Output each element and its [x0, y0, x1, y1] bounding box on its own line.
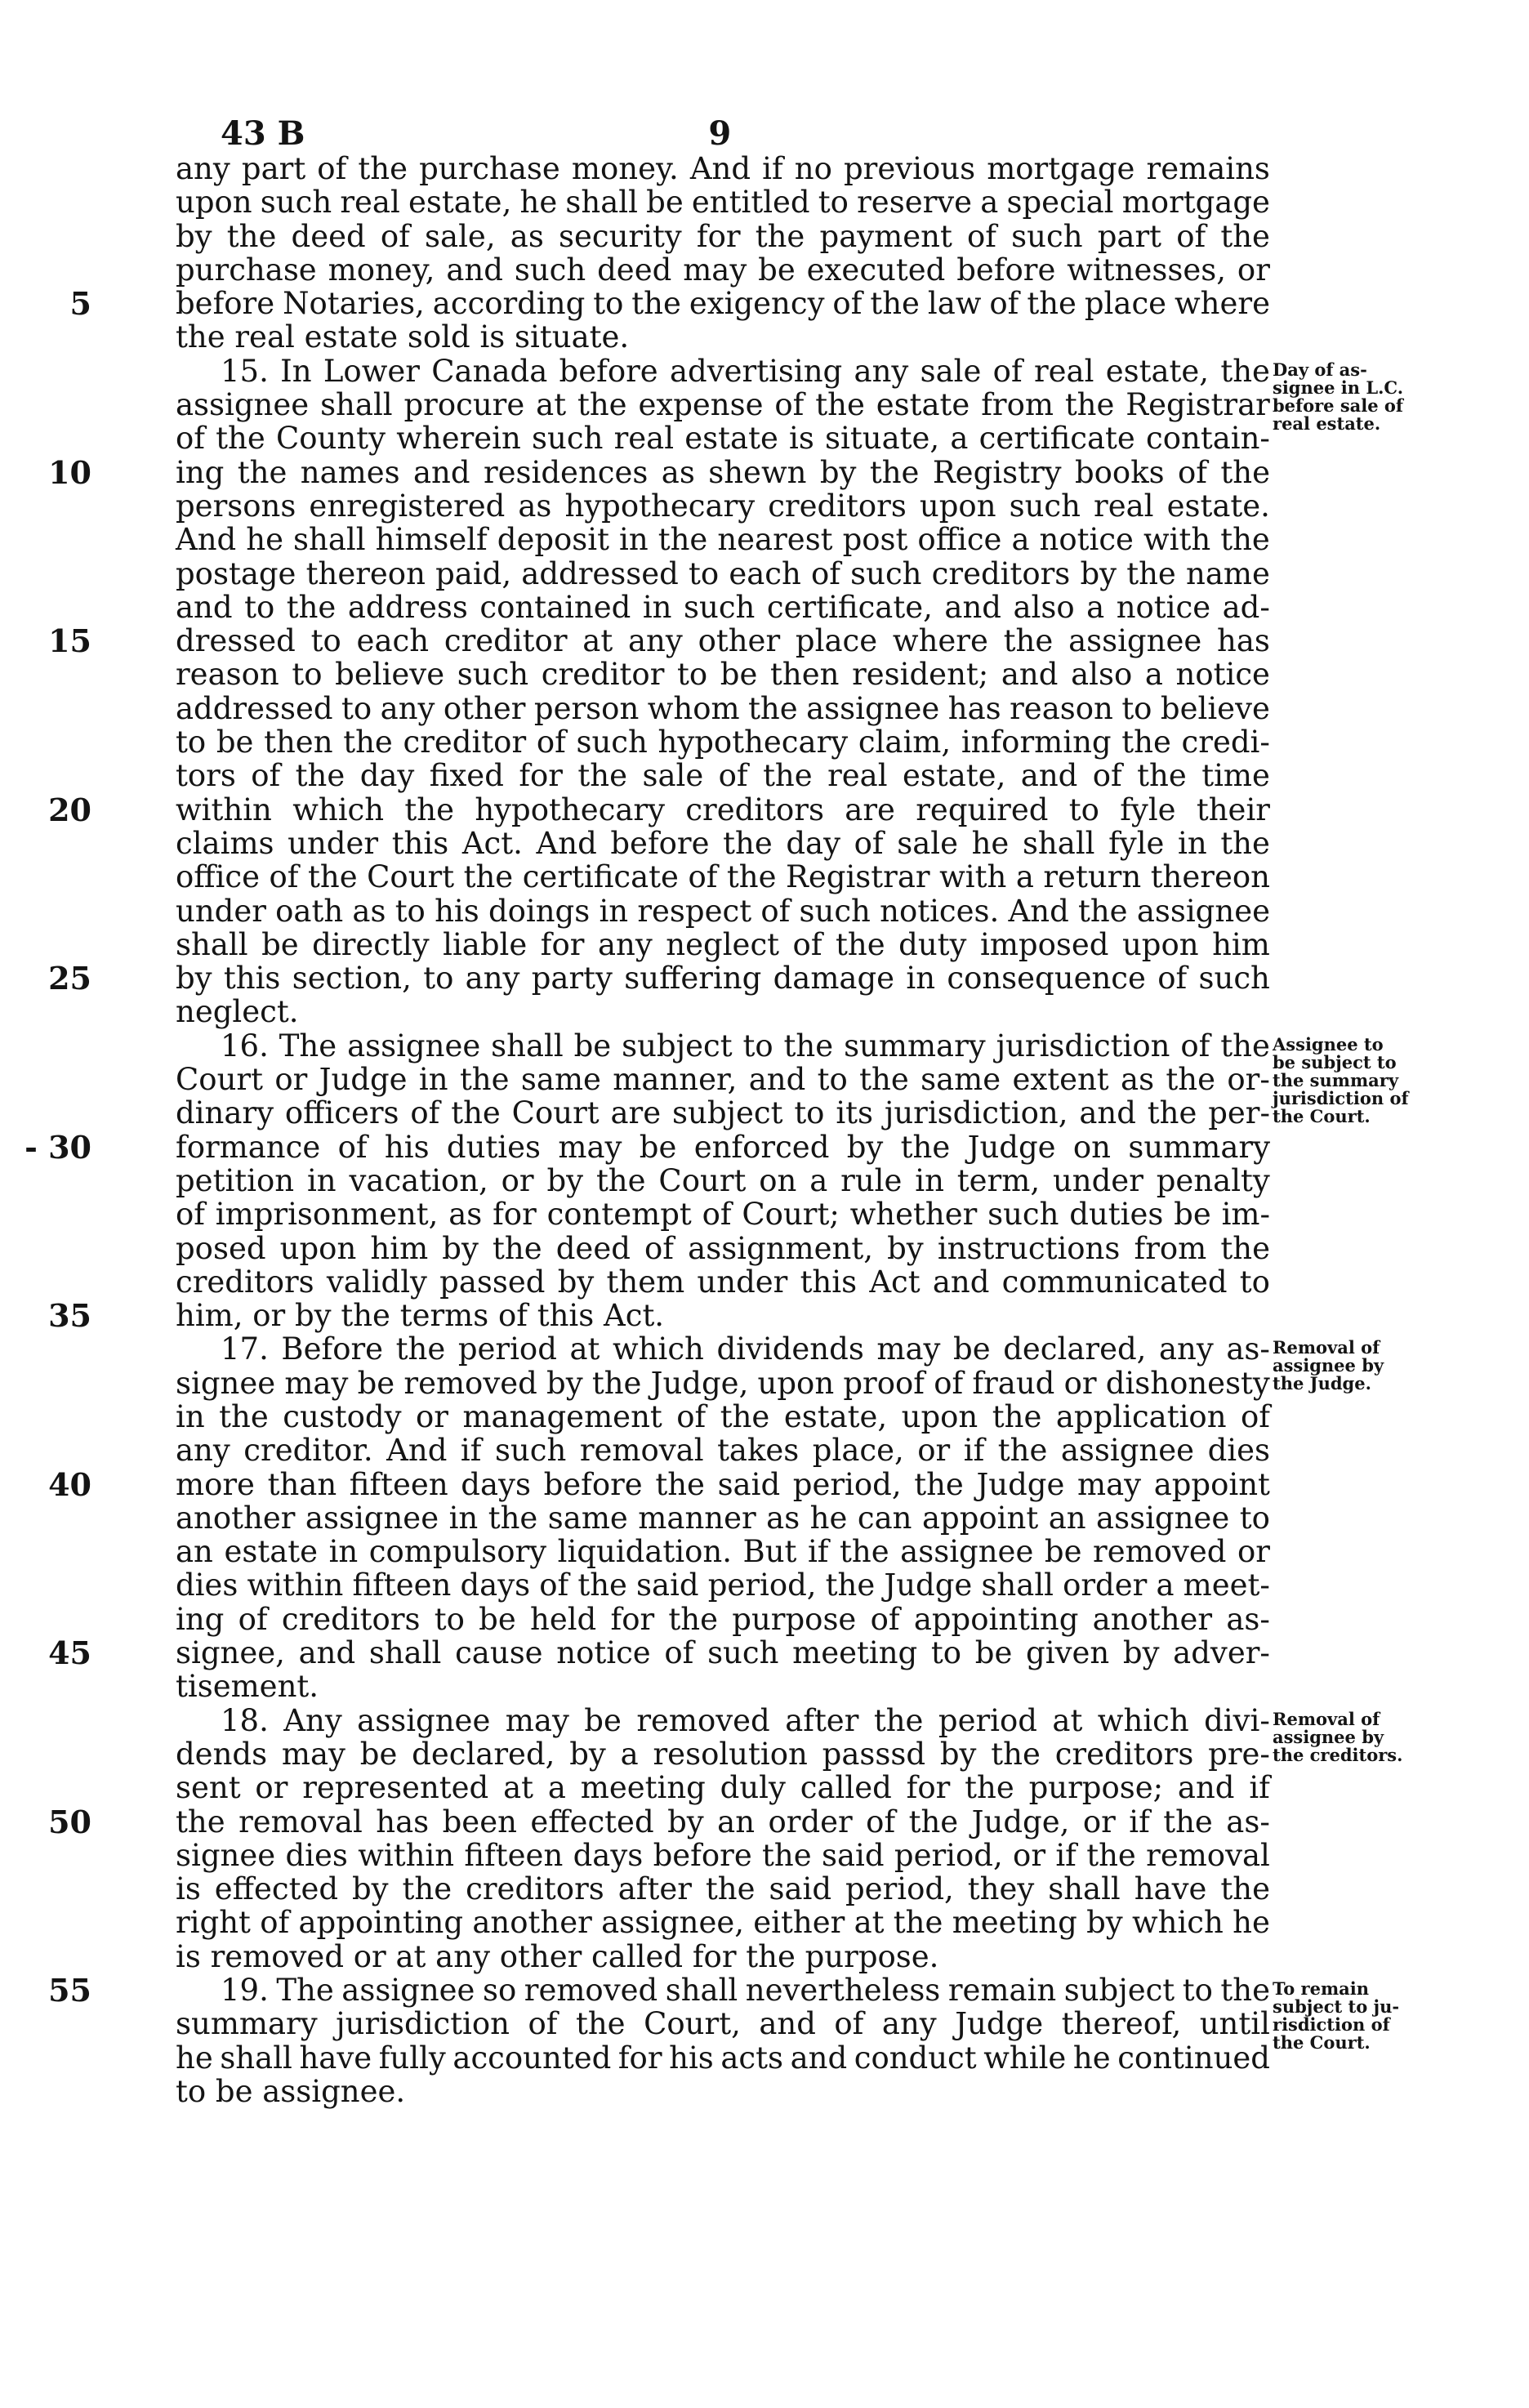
line-text: creditors validly passed by them under this Act and communicated to	[176, 1264, 1270, 1300]
line-number: 10	[48, 453, 91, 491]
text-line	[49, 320, 1519, 354]
text-line	[49, 220, 1519, 253]
line-text: sent or represented at a meeting duly called for the purpose; and if	[176, 1770, 1270, 1806]
text-line	[49, 591, 1519, 624]
line-text: by this section, to any party suffering damage in consequence of such	[176, 961, 1270, 997]
line-text: tisement.	[176, 1669, 319, 1705]
line-text: Court or Judge in the same manner, and to the same extent as the or-	[176, 1062, 1270, 1098]
text-line	[49, 1434, 1519, 1467]
text-line	[49, 827, 1519, 860]
line-text: any creditor. And if such removal takes place, or if the assignee dies	[176, 1433, 1270, 1469]
text-line	[49, 1535, 1519, 1568]
line-text: ing the names and residences as shewn by the Registry books of the	[176, 454, 1270, 490]
line-text: 17. Before the period at which dividends may be declared, any as-	[221, 1331, 1270, 1367]
marginal-note-line: Day of as-	[1273, 359, 1367, 380]
marginal-note-line: Assignee to	[1273, 1033, 1384, 1055]
line-text: under oath as to his doings in respect of such notices. And the assignee	[176, 893, 1270, 929]
marginal-note-line: the Court.	[1273, 1105, 1371, 1126]
line-text: posed upon him by the deed of assignment, by instructions from the	[176, 1230, 1270, 1266]
line-number: 15	[48, 622, 91, 660]
text-line	[49, 860, 1519, 894]
text-line	[49, 2007, 1519, 2040]
line-text: assignee shall procure at the expense of the estate from the Registrar	[176, 387, 1270, 423]
text-line	[49, 1940, 1519, 1973]
text-line	[49, 1568, 1519, 1602]
line-text: right of appointing another assignee, either at the meeting by which he	[176, 1905, 1270, 1941]
text-line	[48, 1465, 1519, 1503]
line-text: is removed or at any other called for the purpose.	[176, 1938, 939, 1974]
line-text: is effected by the creditors after the said period, they shall have the	[176, 1871, 1270, 1907]
marginal-note-line: the creditors.	[1273, 1744, 1403, 1765]
text-line	[49, 388, 1519, 421]
marginal-note-line: To remain	[1273, 1978, 1370, 2000]
line-text: to be assignee.	[176, 2073, 406, 2109]
line-text: 16. The assignee shall be subject to the summary jurisdiction of the	[221, 1028, 1270, 1064]
text-line	[49, 995, 1519, 1028]
marginal-note-line: the summary	[1273, 1069, 1399, 1090]
line-text: 19. The assignee so removed shall nevertheless remain subject to the	[221, 1973, 1270, 2009]
text-line	[25, 1128, 1519, 1166]
line-text: in the custody or management of the estate, upon the application of	[176, 1398, 1270, 1434]
line-text: addressed to any other person whom the assignee has reason to believe	[176, 690, 1270, 726]
line-text: before Notaries, according to the exigency of the law of the place where	[176, 286, 1270, 322]
line-text: an estate in compulsory liquidation. But if the assignee be removed or	[176, 1534, 1270, 1570]
text-line	[49, 692, 1519, 725]
marginal-note-line: Removal of	[1273, 1708, 1380, 1729]
statute-text	[25, 151, 1519, 2109]
text-line	[49, 1906, 1519, 1939]
text-line	[49, 961, 1519, 995]
marginal-note-line: the Judge.	[1273, 1373, 1371, 1394]
text-line	[49, 1197, 1519, 1231]
text-line	[49, 1367, 1519, 1400]
text-line	[49, 1603, 1519, 1636]
line-text: upon such real estate, he shall be entitled to reserve a special mortgage	[176, 185, 1270, 221]
line-number: 25	[48, 960, 91, 997]
line-text: ing of creditors to be held for the purpose of appointing another as-	[176, 1601, 1270, 1637]
line-text: the removal has been effected by an order of the Judge, or if the as-	[176, 1804, 1270, 1839]
text-line	[49, 152, 1519, 185]
line-text: any part of the purchase money. And if no previous mortgage remains	[176, 151, 1270, 186]
line-number: 35	[48, 1297, 91, 1335]
line-text: 15. In Lower Canada before advertising any sale of real estate, the	[221, 353, 1270, 389]
text-line	[49, 1839, 1519, 1872]
text-line	[49, 253, 1519, 287]
text-line	[49, 1265, 1519, 1299]
marginal-note-line: real estate.	[1273, 412, 1381, 434]
line-text: dinary officers of the Court are subject to its jurisdiction, and the per-	[176, 1095, 1270, 1131]
text-line	[49, 421, 1519, 455]
marginal-note-line: assignee by	[1273, 1355, 1384, 1376]
line-text: reason to believe such creditor to be then resident; and also a notice	[176, 657, 1270, 693]
line-text: dressed to each creditor at any other place where the assignee has	[176, 623, 1270, 659]
line-text: he shall have fully accounted for his acts and conduct while he continued	[176, 2040, 1270, 2076]
text-line	[49, 1872, 1519, 1906]
line-text: signee, and shall cause notice of such meeting to be given by adver-	[176, 1635, 1270, 1671]
line-text: persons enregistered as hypothecary creditors upon such real estate.	[176, 488, 1270, 524]
text-line	[49, 1232, 1519, 1265]
line-text: summary jurisdiction of the Court, and of any Judge thereof, until	[176, 2006, 1270, 2042]
line-text: neglect.	[176, 994, 299, 1030]
text-line	[49, 2075, 1519, 2108]
marginal-note-line: be subject to	[1273, 1051, 1397, 1072]
text-line	[48, 1297, 1519, 1335]
line-text: dends may be declared, by a resolution passsd by the creditors pre-	[176, 1736, 1270, 1772]
line-number: 5	[69, 285, 91, 323]
line-text: and to the address contained in such certificate, and also a notice ad-	[176, 589, 1270, 625]
line-number: 40	[48, 1465, 91, 1503]
text-line	[49, 658, 1519, 691]
page-reference: 43 B	[221, 114, 305, 153]
line-text: signee dies within fifteen days before the said period, or if the removal	[176, 1837, 1270, 1873]
line-text: of the County wherein such real estate is situate, a certificate contain-	[176, 421, 1270, 457]
marginal-note-line: jurisdiction of	[1273, 1087, 1409, 1108]
text-line	[49, 489, 1519, 523]
line-text: more than fifteen days before the said period, the Judge may appoint	[176, 1466, 1270, 1502]
text-line	[48, 453, 1519, 491]
line-text: dies within fifteen days of the said period, the Judge shall order a meet-	[176, 1567, 1270, 1603]
line-text: shall be directly liable for any neglect of the duty imposed upon him	[176, 926, 1270, 962]
line-text: by the deed of sale, as security for the payment of such part of the	[176, 218, 1270, 254]
line-text: tors of the day fixed for the sale of the real estate, and of the time	[176, 758, 1270, 794]
marginal-note-line: before sale of	[1273, 395, 1403, 416]
text-line	[49, 1737, 1519, 1771]
line-number: - 30	[25, 1128, 91, 1166]
line-text: claims under this Act. And before the day of sale he shall fyle in the	[176, 825, 1270, 861]
text-line	[49, 1771, 1519, 1804]
line-number: 50	[48, 1803, 91, 1840]
text-line	[49, 1063, 1519, 1096]
line-number: 20	[48, 791, 91, 828]
line-text: to be then the creditor of such hypothecary claim, informing the credi-	[176, 725, 1270, 760]
marginal-note-line: signee in L.C.	[1273, 377, 1404, 398]
marginal-note-line: the Court.	[1273, 2032, 1371, 2053]
line-number: 45	[48, 1634, 91, 1672]
text-line	[49, 1636, 1519, 1670]
text-line	[49, 928, 1519, 961]
page-number: 9	[708, 114, 732, 153]
text-line	[49, 725, 1519, 759]
line-text: formance of his duties may be enforced by the Judge on summary	[176, 1129, 1270, 1165]
text-line	[49, 285, 1519, 323]
page-header	[221, 114, 731, 153]
marginal-note-line: subject to ju-	[1273, 1996, 1400, 2018]
text-line	[49, 793, 1519, 827]
text-line	[49, 1805, 1519, 1839]
line-text: And he shall himself deposit in the nearest post office a notice with the	[176, 522, 1270, 558]
line-text: 18. Any assignee may be removed after the period at which divi-	[221, 1702, 1270, 1738]
text-line	[49, 557, 1519, 591]
text-line	[49, 1400, 1519, 1434]
line-text: the real estate sold is situate.	[176, 319, 630, 355]
line-number: 55	[48, 1972, 91, 2009]
text-line	[49, 624, 1519, 658]
marginal-note-line: risdiction of	[1273, 2014, 1390, 2036]
line-text: office of the Court the certificate of the Registrar with a return thereon	[176, 859, 1270, 895]
line-text: within which the hypothecary creditors are required to fyle their	[176, 792, 1270, 827]
text-line	[49, 1096, 1519, 1130]
line-text: signee may be removed by the Judge, upon proof of fraud or dishonesty	[176, 1365, 1270, 1401]
text-line	[49, 523, 1519, 556]
text-line	[49, 1164, 1519, 1197]
line-text: him, or by the terms of this Act.	[176, 1298, 665, 1334]
line-text: postage thereon paid, addressed to each of such creditors by the name	[176, 555, 1270, 591]
text-line	[49, 1501, 1519, 1535]
line-text: of imprisonment, as for contempt of Court; whether such duties be im-	[176, 1197, 1270, 1233]
text-line	[49, 1670, 1519, 1703]
text-line	[49, 759, 1519, 792]
line-text: petition in vacation, or by the Court on a rule in term, under penalty	[176, 1162, 1270, 1198]
line-text: purchase money, and such deed may be executed before witnesses, or	[176, 252, 1270, 288]
text-line	[49, 2041, 1519, 2075]
marginal-note-line: Removal of	[1273, 1337, 1380, 1358]
marginal-note-line: assignee by	[1273, 1726, 1384, 1747]
line-text: another assignee in the same manner as he can appoint an assignee to	[176, 1500, 1270, 1536]
text-line	[49, 185, 1519, 219]
text-line	[49, 894, 1519, 928]
